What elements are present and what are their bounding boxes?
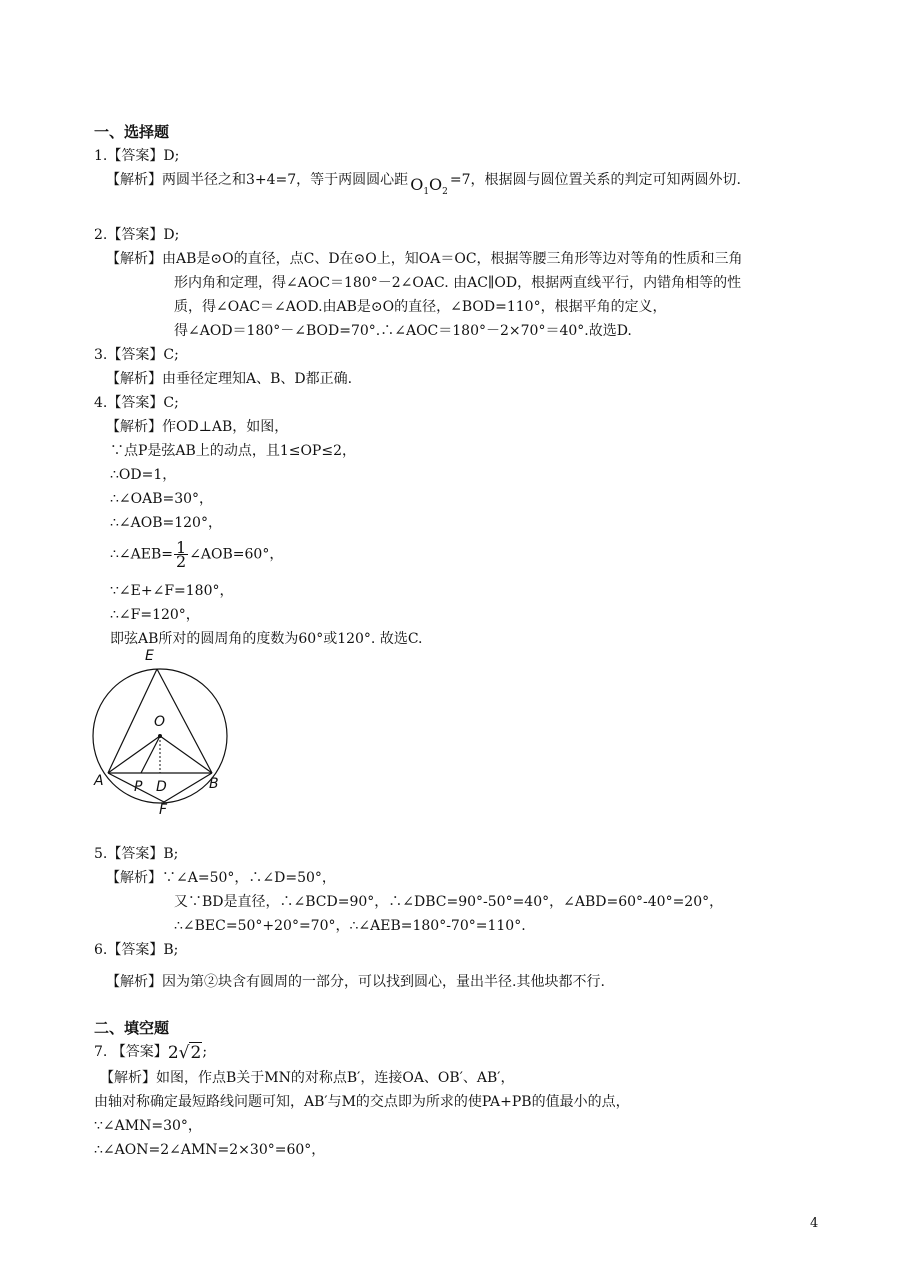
q4-explanation-line: ∴∠OAB=30°， xyxy=(110,491,214,507)
segment-ao xyxy=(108,736,160,773)
o1o2-formula: $O_1O_2$ xyxy=(410,175,448,198)
q4-explanation-line: ∴OD=1， xyxy=(110,467,177,483)
q2-explanation-line: 形内角和定理，得∠AOC＝180°－2∠OAC. 由AC∥OD，根据两直线平行，内错角相等的性 xyxy=(174,275,742,291)
q2-explanation-line: 得∠AOD＝180°－∠BOD=70°.∴∠AOC＝180°－2×70°＝40°.故选D. xyxy=(174,323,632,339)
q2-answer: 2.【答案】D; xyxy=(94,227,180,243)
section-heading-choice: 一、选择题 xyxy=(94,123,170,141)
section-heading-fill-blank: 二、填空题 xyxy=(94,1019,170,1037)
q4-explanation-line: 即弦AB所对的圆周角的度数为60°或120°. 故选C. xyxy=(110,631,423,647)
q1-answer: 1.【答案】D; xyxy=(94,148,180,164)
q3-answer: 3.【答案】C; xyxy=(94,347,179,363)
q7-explanation-line: ∵∠AMN=30°， xyxy=(94,1118,202,1134)
q2-explanation-line: 【解析】由AB是⊙O的直径，点C、D在⊙O上，知OA＝OC，根据等腰三角形等边对等角的性质和三角 xyxy=(106,251,743,267)
q4-explanation-line: ∵∠E+∠F=180°， xyxy=(110,583,234,599)
q4-explanation-line: 【解析】作OD⊥AB，如图， xyxy=(106,419,289,435)
q7-explanation-line: ∴∠AON=2∠AMN=2×30°=60°， xyxy=(94,1142,326,1158)
q5-explanation-line: ∴∠BEC=50°+20°=70°，∴∠AEB=180°-70°=110°. xyxy=(174,918,526,934)
q4-explanation-line: ∴∠AOB=120°， xyxy=(110,515,222,531)
q4-answer: 4.【答案】C; xyxy=(94,395,179,411)
segment-fb xyxy=(164,773,212,802)
q7-explanation-line: 【解析】如图，作点B关于MN的对称点B′，连接OA、OB′、AB′， xyxy=(100,1070,515,1086)
q7-answer: 7. 【答案】2√2; xyxy=(94,1043,208,1063)
q4-explanation-line: ∵点P是弦AB上的动点，且1≤OP≤2， xyxy=(110,443,356,459)
circle-geometry-figure xyxy=(88,646,238,818)
q5-answer: 5.【答案】B; xyxy=(94,846,179,862)
label-p: P xyxy=(134,779,143,795)
center-point xyxy=(158,734,162,738)
segment-op xyxy=(141,736,160,773)
q4-explanation-line: ∴∠F=120°， xyxy=(110,607,200,623)
q6-explanation-line: 【解析】因为第②块含有圆周的一部分，可以找到圆心，量出半径.其他块都不行. xyxy=(106,974,605,990)
q5-explanation-line: 又∵BD是直径，∴∠BCD=90°，∴∠DBC=90°-50°=40°，∠ABD=60°-40°=20°， xyxy=(174,894,724,910)
two-root-two-formula: 2√2 xyxy=(167,1043,202,1063)
label-a: A xyxy=(94,773,104,789)
q3-explanation-line: 【解析】由垂径定理知A、B、D都正确. xyxy=(106,371,353,387)
fraction-one-half: $\frac{1}{2}$ xyxy=(176,538,187,571)
q6-answer: 6.【答案】B; xyxy=(94,942,179,958)
q7-explanation-line: 由轴对称确定最短路线问题可知，AB′与M的交点即为所求的使PA+PB的值最小的点， xyxy=(94,1094,630,1110)
q4-explanation-line: ∴∠AEB= $\frac{1}{2}$ ∠AOB=60°， xyxy=(110,538,284,571)
q1-explanation: 【解析】两圆半径之和3+4=7，等于两圆圆心距 $O_1O_2=7$，根据圆与圆位置关系的判定可知两圆外切. xyxy=(106,172,741,200)
page-number: 4 xyxy=(810,1216,819,1231)
q2-explanation-line: 质，得∠OAC＝∠AOD.由AB是⊙O的直径，∠BOD=110°，根据平角的定义， xyxy=(174,299,667,315)
label-f: F xyxy=(159,802,168,818)
q5-explanation-line: 【解析】∵∠A=50°，∴∠D=50°， xyxy=(106,870,336,886)
label-b: B xyxy=(209,776,219,792)
label-e: E xyxy=(145,648,154,664)
segment-ob xyxy=(160,736,212,773)
label-o: O xyxy=(154,714,166,730)
label-d: D xyxy=(156,779,167,795)
